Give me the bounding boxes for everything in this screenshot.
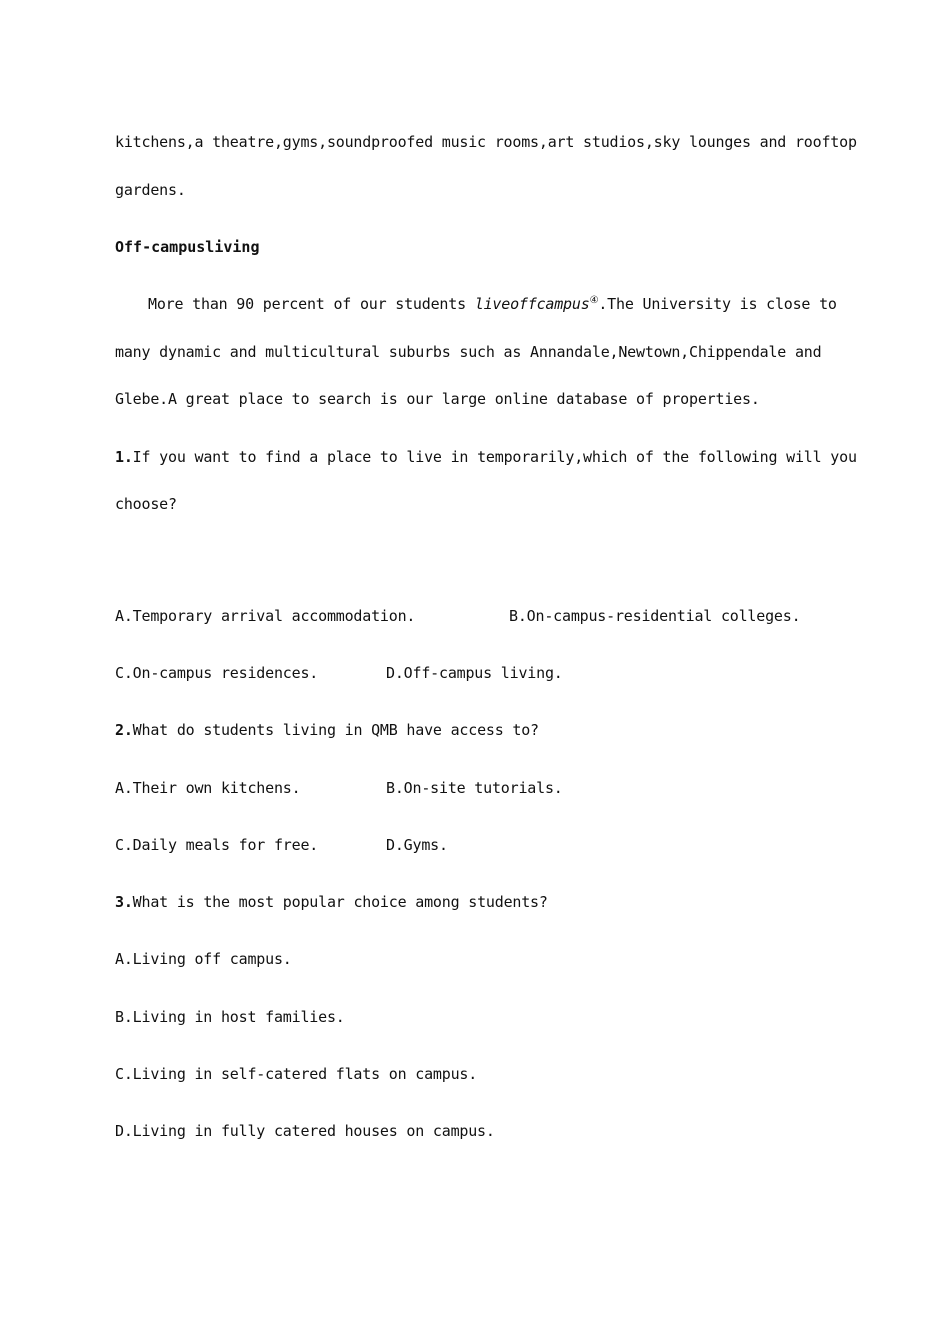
option-b: B.Living in host families. xyxy=(115,1008,345,1026)
section-paragraph-line: Glebe.A great place to search is our large online database of properties. xyxy=(115,390,760,408)
paragraph-text: More than 90 percent of our students xyxy=(148,295,475,313)
option-d: D.Gyms. xyxy=(386,836,448,854)
option-c: C.On-campus residences. xyxy=(115,664,319,682)
question-3 xyxy=(115,892,548,912)
option-b: B.On-campus-residential colleges. xyxy=(509,607,801,625)
question-1 xyxy=(115,447,857,467)
option-a: A.Their own kitchens. xyxy=(115,779,301,797)
question-text: What is the most popular choice among students? xyxy=(132,893,548,911)
question-text: If you want to find a place to live in temporarily,which of the following will you xyxy=(132,448,857,466)
footnote-marker: ④ xyxy=(589,295,599,306)
section-paragraph-line: many dynamic and multicultural suburbs such as Annandale,Newtown,Chippendale and xyxy=(115,343,822,361)
option-b: B.On-site tutorials. xyxy=(386,779,563,797)
question-number: 1. xyxy=(115,448,133,466)
question-text: What do students living in QMB have access to? xyxy=(132,721,539,739)
intro-text-line: kitchens,a theatre,gyms,soundproofed music rooms,art studios,sky lounges and rooftop xyxy=(115,133,857,151)
option-a: A.Living off campus. xyxy=(115,950,292,968)
intro-text-line: gardens. xyxy=(115,181,186,199)
option-d: D.Off-campus living. xyxy=(386,664,563,682)
paragraph-italic-term: liveoffcampus xyxy=(474,295,590,313)
option-c: C.Daily meals for free. xyxy=(115,836,319,854)
question-text-continued: choose? xyxy=(115,495,177,513)
question-2 xyxy=(115,720,539,740)
paragraph-text: .The University is close to xyxy=(598,295,837,313)
question-number: 3. xyxy=(115,893,133,911)
option-a: A.Temporary arrival accommodation. xyxy=(115,607,416,625)
section-paragraph-line xyxy=(148,294,837,314)
question-number: 2. xyxy=(115,721,133,739)
option-d: D.Living in fully catered houses on campus. xyxy=(115,1122,495,1140)
section-heading: Off-campusliving xyxy=(115,238,260,256)
option-c: C.Living in self-catered flats on campus. xyxy=(115,1065,478,1083)
